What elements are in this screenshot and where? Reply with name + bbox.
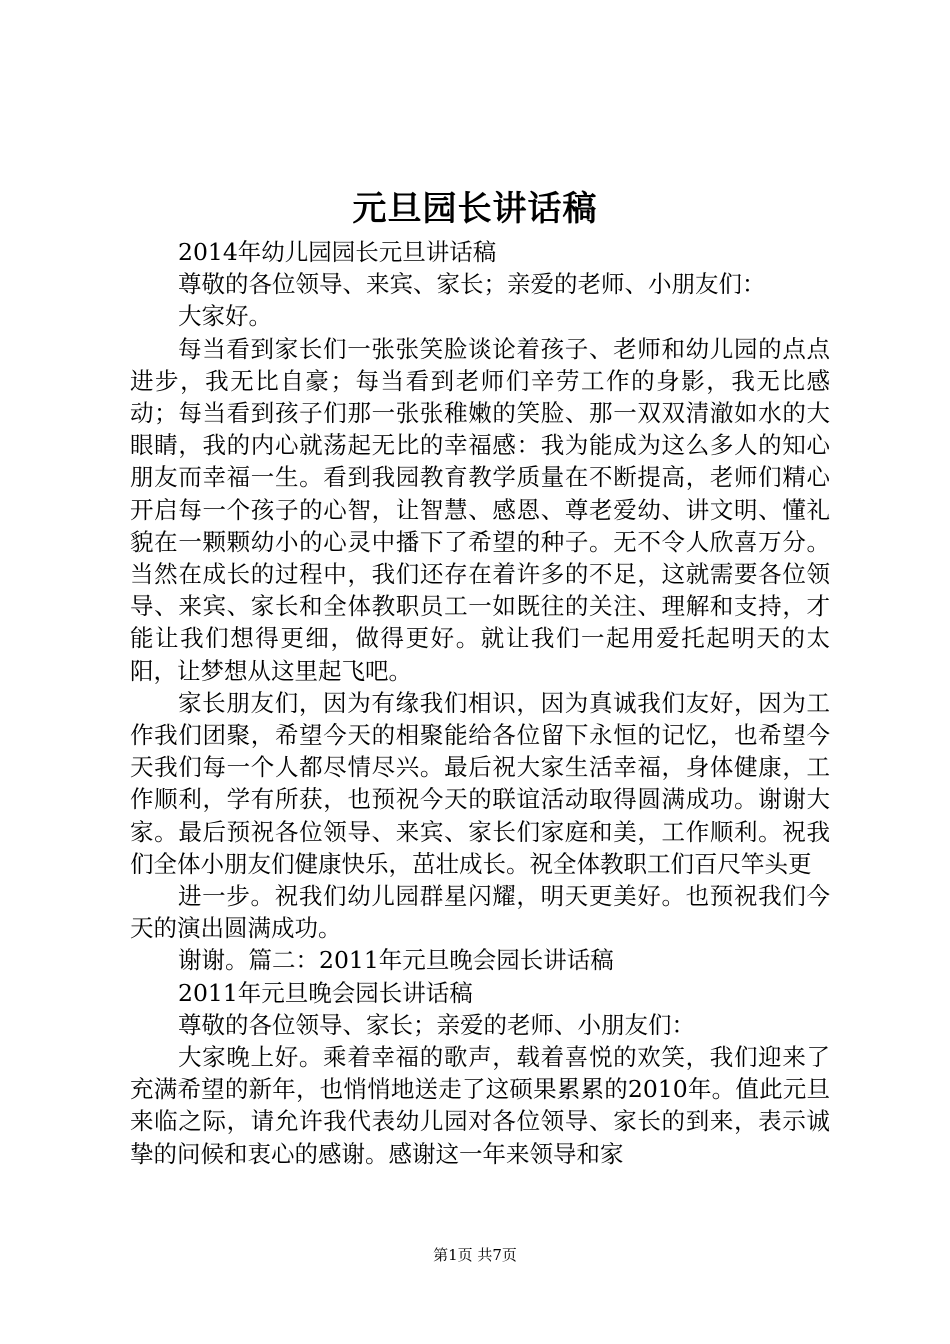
paragraph: 大家好。 xyxy=(178,302,272,331)
page-title: 元旦园长讲话稿 xyxy=(352,189,598,229)
page-number: 第1页 共7页 xyxy=(433,1246,517,1264)
paragraph: 2014年幼儿园园长元旦讲话稿 xyxy=(178,238,497,266)
paragraph: 尊敬的各位领导、来宾、家长；亲爱的老师、小朋友们： xyxy=(178,270,766,299)
paragraph: 尊敬的各位领导、家长；亲爱的老师、小朋友们： xyxy=(178,1010,695,1039)
paragraph: 家长朋友们，因为有缘我们相识，因为真诚我们友好，因为工作我们团聚，希望今天的相聚能给各位留下永恒的记忆，也希望今天我们每一个人都尽情尽兴。最后祝大家生活幸福，身体健康，工作顺利，学有所获，也预祝今天的联谊活动取得圆满成功。谢谢大家。最后预祝各位领导、来宾、家长们家庭和美，工作顺利。祝我们全体小朋友们健康快乐，茁壮成长。祝全体教职工们百尺竿头更 xyxy=(130,688,830,878)
paragraph: 2011年元旦晚会园长讲话稿 xyxy=(178,978,473,1007)
paragraph: 谢谢。篇二：2011年元旦晚会园长讲话稿 xyxy=(178,946,614,975)
document-body xyxy=(130,236,830,1170)
paragraph: 每当看到家长们一张张笑脸谈论着孩子、老师和幼儿园的点点进步，我无比自豪；每当看到老师们辛劳工作的身影，我无比感动；每当看到孩子们那一张张稚嫩的笑脸、那一双双清澈如水的大眼睛，我的内心就荡起无比的幸福感：我为能成为这么多人的知心朋友而幸福一生。看到我园教育教学质量在不断提高，老师们精心开启每一个孩子的心智，让智慧、感恩、尊老爱幼、讲文明、懂礼貌在一颗颗幼小的心灵中播下了希望的种子。无不令人欣喜万分。当然在成长的过程中，我们还存在着许多的不足，这就需要各位领导、来宾、家长和全体教职员工一如既往的关注、理解和支持，才能让我们想得更细，做得更好。就让我们一起用爱托起明天的太阳，让梦想从这里起飞吧。 xyxy=(130,334,830,685)
paragraph: 大家晚上好。乘着幸福的歌声，载着喜悦的欢笑，我们迎来了充满希望的新年，也悄悄地送走了这硕果累累的2010年。值此元旦来临之际，请允许我代表幼儿园对各位领导、家长的到来，表示诚挚的问候和衷心的感谢。感谢这一年来领导和家 xyxy=(130,1043,830,1168)
paragraph: 进一步。祝我们幼儿园群星闪耀，明天更美好。也预祝我们今天的演出圆满成功。 xyxy=(130,882,830,943)
